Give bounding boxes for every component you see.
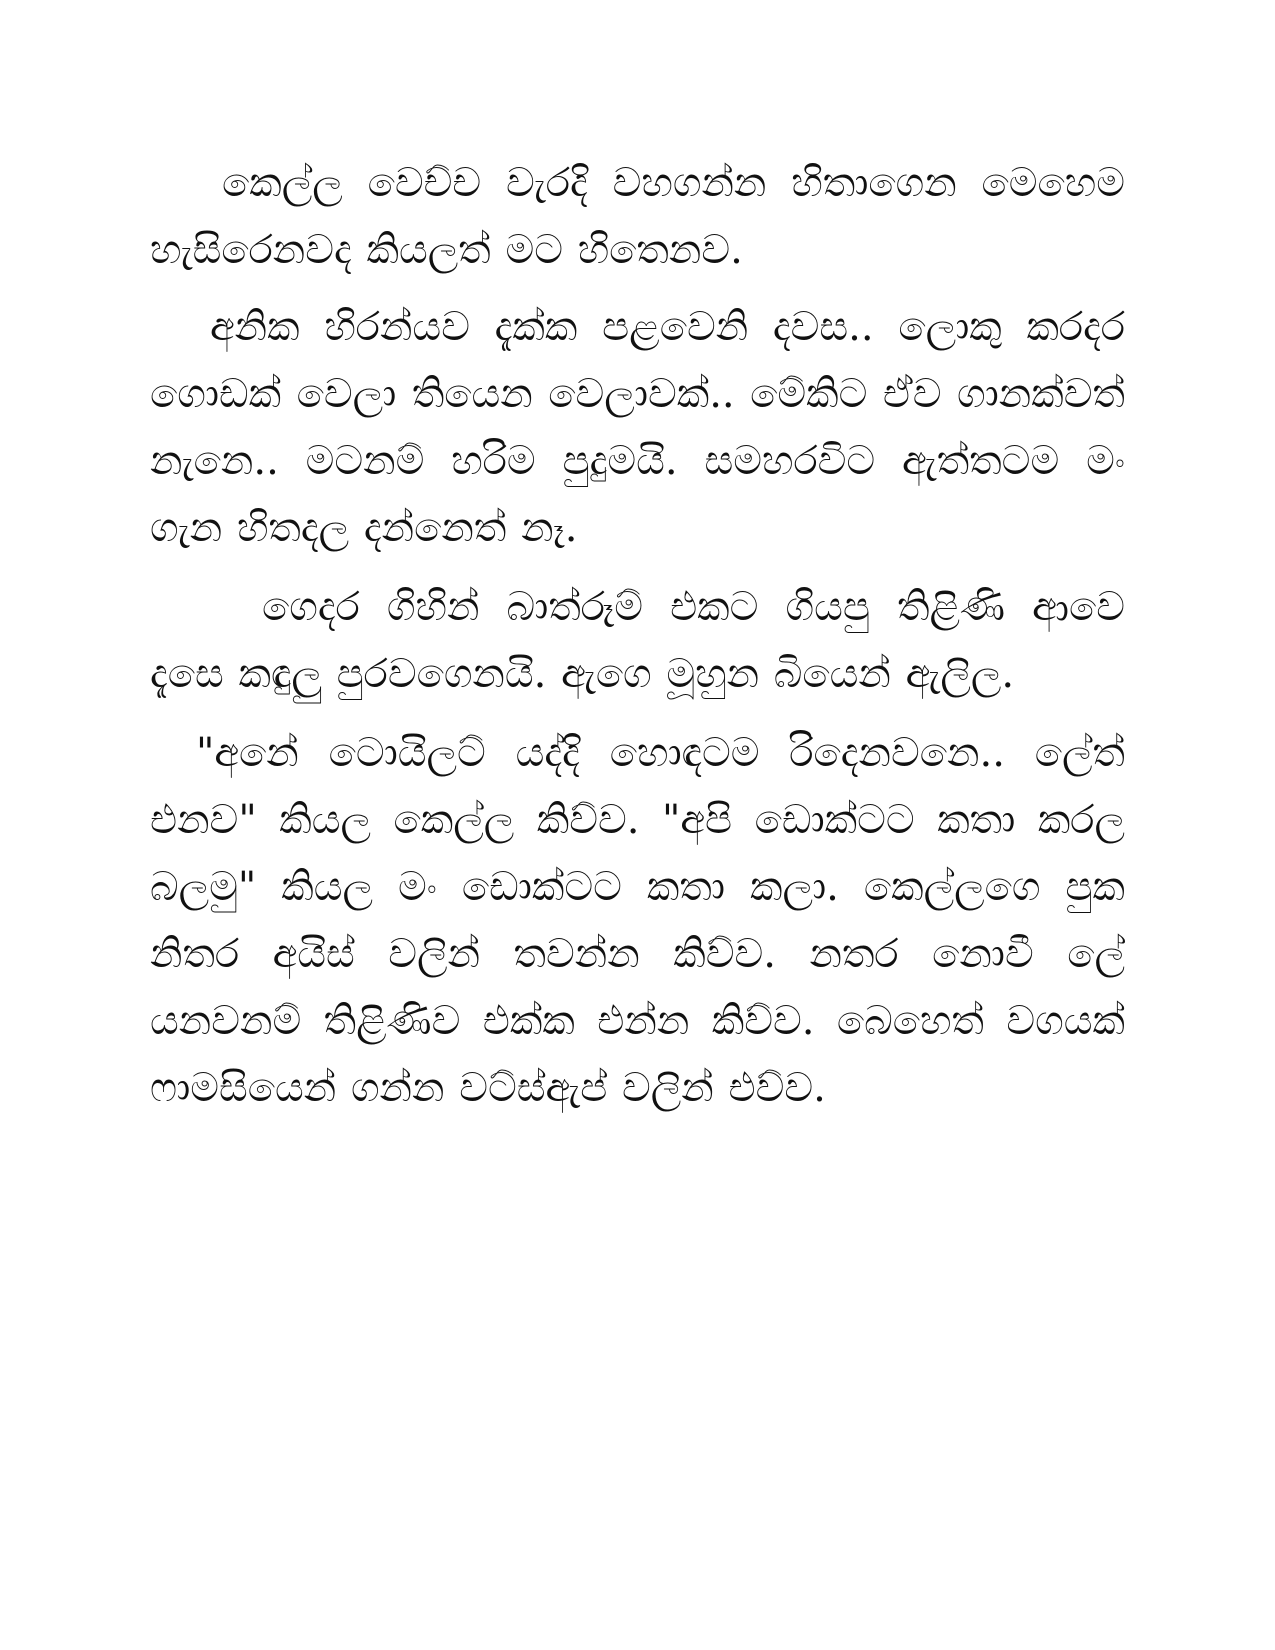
paragraph-2: අනික හිරන්යව දැක්ක පළවෙනි දවස.. ලොකු කරදර ගොඩක් වෙලා තියෙන වෙලාවක්.. මේකිට ඒව ගානක්වත් නැනෙ.. මටනම් හරිම පුදුමයි. සමහරවිට ඇත්තටම මං ගැන හිතදල දන්නෙත් නෑ. <box>150 304 1125 551</box>
paragraph-1: කෙල්ල වෙච්ච වැරදි වහගන්න හිතාගෙන මෙහෙම හැසිරෙනවද කියලත් මට හිතෙනව. <box>150 160 1125 273</box>
paragraph-3: ගෙදර ගිහින් බාත්රූම් එකට ගියපු තිළිණි ආවෙ දැසෙ කඳුලු පුරවගෙනයි. ඇගෙ මූහුන බියෙන් ඇලිල. <box>150 584 1125 697</box>
document-body <box>150 150 1125 1122</box>
paragraph-4: "අනේ ටොයිලට් යද්දි හොඳටම රිදෙනවනෙ.. ලේත් එනව" කියල කෙල්ල කිව්ව. "අපි ඩොක්ටට කතා කරල බලමු" කියල මං ඩොක්ටට කතා කලා. කෙල්ලගෙ පුක නිතර අයිස් වලින් තවන්න කිව්ව. නතර නොවී ලේ යනවනම් තිළිණිව එක්ක එන්න කිව්ව. බෙහෙත් වගයක් ෆාමසියෙන් ගන්න වට්ස්ඇප් වලින් එව්ව. <box>150 730 1125 1111</box>
